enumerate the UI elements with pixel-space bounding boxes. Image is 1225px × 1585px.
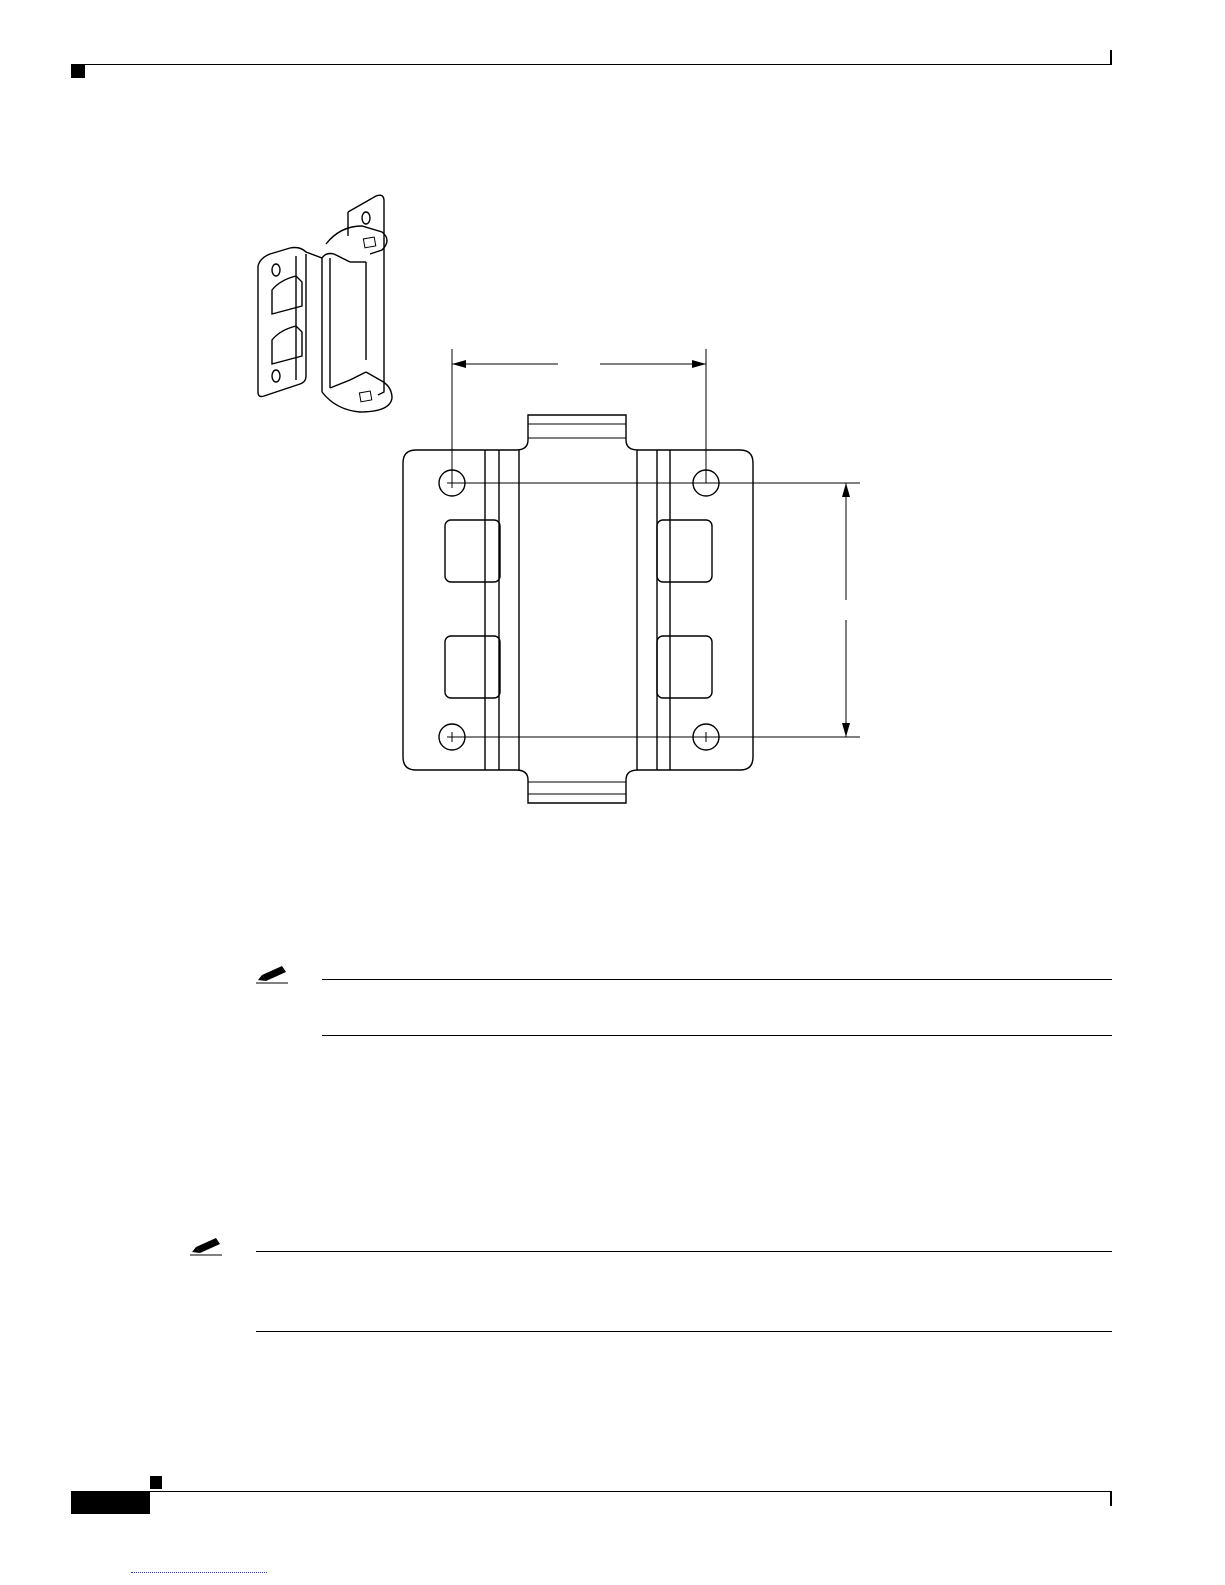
footer-rule	[150, 1491, 1112, 1492]
bracket-plan-view-icon	[403, 349, 860, 803]
note-2-bottom-rule	[256, 1331, 1112, 1332]
bracket-isometric-icon	[258, 195, 392, 412]
footer-page-tab	[71, 1491, 150, 1514]
note-1-bottom-rule	[322, 1035, 1112, 1036]
pencil-note-icon	[190, 1238, 222, 1255]
note-2-top-rule	[256, 1251, 1112, 1252]
note-1-top-rule	[322, 979, 1112, 980]
footer-link-underline[interactable]	[131, 1572, 267, 1573]
footer-right-tick	[1110, 1492, 1112, 1506]
pencil-note-icon	[256, 966, 288, 983]
footer-tab-marker	[150, 1476, 162, 1489]
